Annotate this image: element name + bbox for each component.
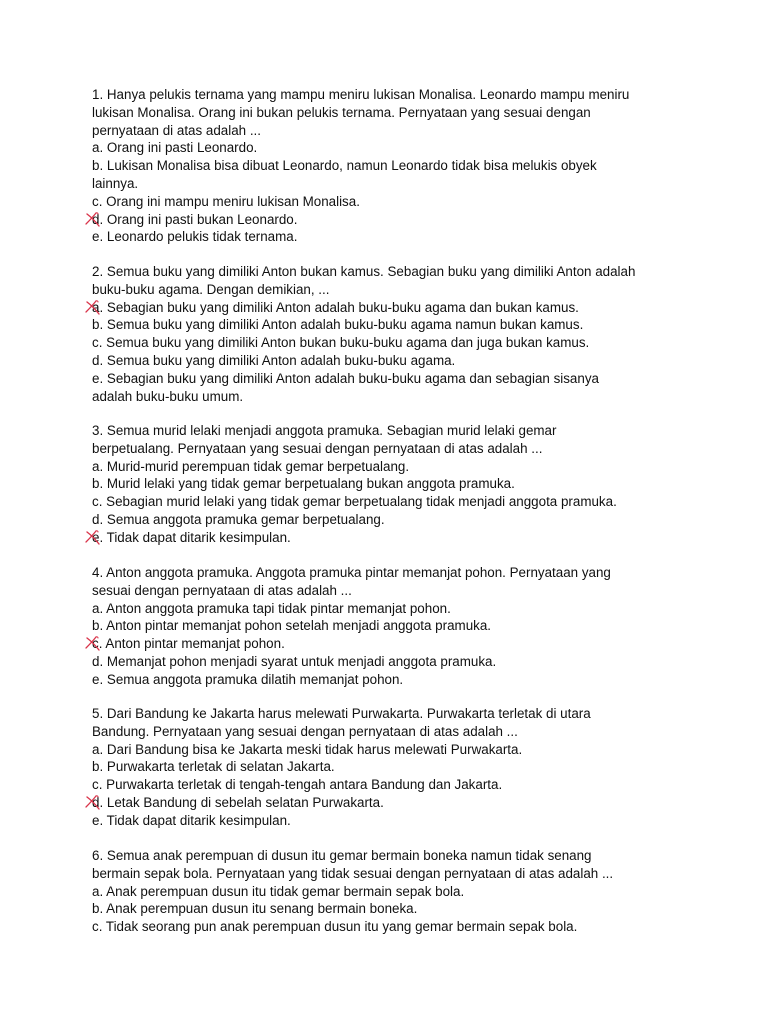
line-text: b. Anak perempuan dusun itu senang bermain boneka. [92, 901, 418, 917]
question-4-line-4 [92, 617, 682, 635]
line-text: 3. Semua murid lelaki menjadi anggota pramuka. Sebagian murid lelaki gemar [92, 423, 557, 438]
question-6-line-3 [92, 883, 682, 901]
question-2-line-2 [92, 281, 682, 299]
question-1-line-3 [92, 122, 682, 140]
line-text: c. Semua buku yang dimiliki Anton bukan buku-buku agama dan juga bukan kamus. [92, 335, 590, 351]
line-text: buku-buku agama. Dengan demikian, ... [92, 281, 330, 297]
question-3 [92, 422, 682, 547]
question-6-line-1 [92, 847, 682, 865]
question-2-line-6 [92, 352, 682, 370]
question-5-line-7 [92, 812, 682, 830]
line-text: sesuai dengan pernyataan di atas adalah ... [92, 582, 352, 598]
question-6-line-4 [92, 900, 682, 918]
question-2-line-3 [92, 299, 682, 317]
line-text: 4. Anton anggota pramuka. Anggota pramuka pintar memanjat pohon. Pernyataan yang [92, 565, 611, 580]
question-4 [92, 564, 682, 689]
line-text: 5. Dari Bandung ke Jakarta harus melewati Purwakarta. Purwakarta terletak di utara [92, 706, 591, 721]
question-5-line-5 [92, 776, 682, 794]
question-2-line-1 [92, 263, 682, 281]
question-5 [92, 705, 682, 830]
line-text: bermain sepak bola. Pernyataan yang tidak sesuai dengan pernyataan di atas adalah ... [92, 865, 614, 881]
question-1-line-6 [92, 175, 682, 193]
line-text: b. Murid lelaki yang tidak gemar berpetualang bukan anggota pramuka. [92, 476, 515, 492]
line-text: 1. Hanya pelukis ternama yang mampu meniru lukisan Monalisa. Leonardo mampu meniru [92, 87, 630, 102]
question-3-line-3 [92, 458, 682, 476]
question-5-line-1 [92, 705, 682, 723]
line-text: 2. Semua buku yang dimiliki Anton bukan kamus. Sebagian buku yang dimiliki Anton adalah [92, 264, 636, 279]
line-text: pernyataan di atas adalah ... [92, 122, 261, 138]
line-text: a. Anton anggota pramuka tapi tidak pintar memanjat pohon. [92, 600, 451, 616]
line-text: b. Lukisan Monalisa bisa dibuat Leonardo, namun Leonardo tidak bisa melukis obyek [92, 158, 597, 174]
line-text: Bandung. Pernyataan yang sesuai dengan pernyataan di atas adalah ... [92, 723, 518, 739]
question-3-line-4 [92, 475, 682, 493]
question-4-line-7 [92, 671, 682, 689]
line-text: d. Semua anggota pramuka gemar berpetualang. [92, 511, 385, 527]
line-text: b. Anton pintar memanjat pohon setelah menjadi anggota pramuka. [92, 618, 492, 634]
question-3-line-6 [92, 511, 682, 529]
question-2-line-4 [92, 316, 682, 334]
question-1-line-9 [92, 228, 682, 246]
question-4-line-2 [92, 582, 682, 600]
line-text: a. Anak perempuan dusun itu tidak gemar bermain sepak bola. [92, 883, 465, 899]
line-text: c. Anton pintar memanjat pohon. [92, 636, 285, 652]
line-text: a. Dari Bandung bisa ke Jakarta meski tidak harus melewati Purwakarta. [92, 741, 523, 757]
line-text: e. Sebagian buku yang dimiliki Anton adalah buku-buku agama dan sebagian sisanya [92, 370, 599, 386]
line-text: berpetualang. Pernyataan yang sesuai dengan pernyataan di atas adalah ... [92, 440, 543, 456]
line-text: c. Purwakarta terletak di tengah-tengah antara Bandung dan Jakarta. [92, 777, 503, 793]
line-text: e. Tidak dapat ditarik kesimpulan. [92, 812, 291, 828]
question-6-line-2 [92, 865, 682, 883]
question-2-line-8 [92, 388, 682, 406]
line-text: c. Tidak seorang pun anak perempuan dusun itu yang gemar bermain sepak bola. [92, 919, 578, 935]
line-text: d. Orang ini pasti bukan Leonardo. [92, 211, 298, 227]
question-3-line-1 [92, 422, 682, 440]
question-2 [92, 263, 682, 405]
question-5-line-6 [92, 794, 682, 812]
line-text: 6. Semua anak perempuan di dusun itu gemar bermain boneka namun tidak senang [92, 848, 592, 863]
question-1-line-2 [92, 104, 682, 122]
line-text: a. Sebagian buku yang dimiliki Anton adalah buku-buku agama dan bukan kamus. [92, 299, 579, 315]
question-1-line-1 [92, 86, 682, 104]
question-3-line-7 [92, 529, 682, 547]
line-text: lukisan Monalisa. Orang ini bukan pelukis ternama. Pernyataan yang sesuai dengan [92, 104, 591, 120]
line-text: adalah buku-buku umum. [92, 388, 244, 404]
question-4-line-3 [92, 600, 682, 618]
line-text: e. Leonardo pelukis tidak ternama. [92, 229, 298, 245]
question-1-line-7 [92, 193, 682, 211]
line-text: b. Purwakarta terletak di selatan Jakarta. [92, 759, 335, 775]
question-2-line-5 [92, 334, 682, 352]
question-6-line-5 [92, 918, 682, 936]
question-3-line-2 [92, 440, 682, 458]
question-1 [92, 86, 682, 246]
line-text: d. Memanjat pohon menjadi syarat untuk menjadi anggota pramuka. [92, 653, 497, 669]
question-5-line-2 [92, 723, 682, 741]
line-text: c. Orang ini mampu meniru lukisan Monalisa. [92, 193, 360, 209]
question-1-line-8 [92, 211, 682, 229]
line-text: b. Semua buku yang dimiliki Anton adalah buku-buku agama namun bukan kamus. [92, 317, 584, 333]
line-text: a. Murid-murid perempuan tidak gemar berpetualang. [92, 458, 410, 474]
question-1-line-5 [92, 157, 682, 175]
line-text: a. Orang ini pasti Leonardo. [92, 140, 258, 156]
line-text: lainnya. [92, 175, 139, 191]
line-text: d. Letak Bandung di sebelah selatan Purwakarta. [92, 794, 384, 810]
question-1-line-4 [92, 139, 682, 157]
question-2-line-7 [92, 370, 682, 388]
line-text: e. Tidak dapat ditarik kesimpulan. [92, 529, 291, 545]
question-4-line-5 [92, 635, 682, 653]
question-5-line-4 [92, 758, 682, 776]
line-text: d. Semua buku yang dimiliki Anton adalah buku-buku agama. [92, 352, 456, 368]
question-4-line-1 [92, 564, 682, 582]
question-6 [92, 847, 682, 936]
line-text: c. Sebagian murid lelaki yang tidak gemar berpetualang tidak menjadi anggota pramuka. [92, 494, 617, 510]
question-5-line-3 [92, 741, 682, 759]
question-4-line-6 [92, 653, 682, 671]
line-text: e. Semua anggota pramuka dilatih memanjat pohon. [92, 671, 404, 687]
question-3-line-5 [92, 493, 682, 511]
